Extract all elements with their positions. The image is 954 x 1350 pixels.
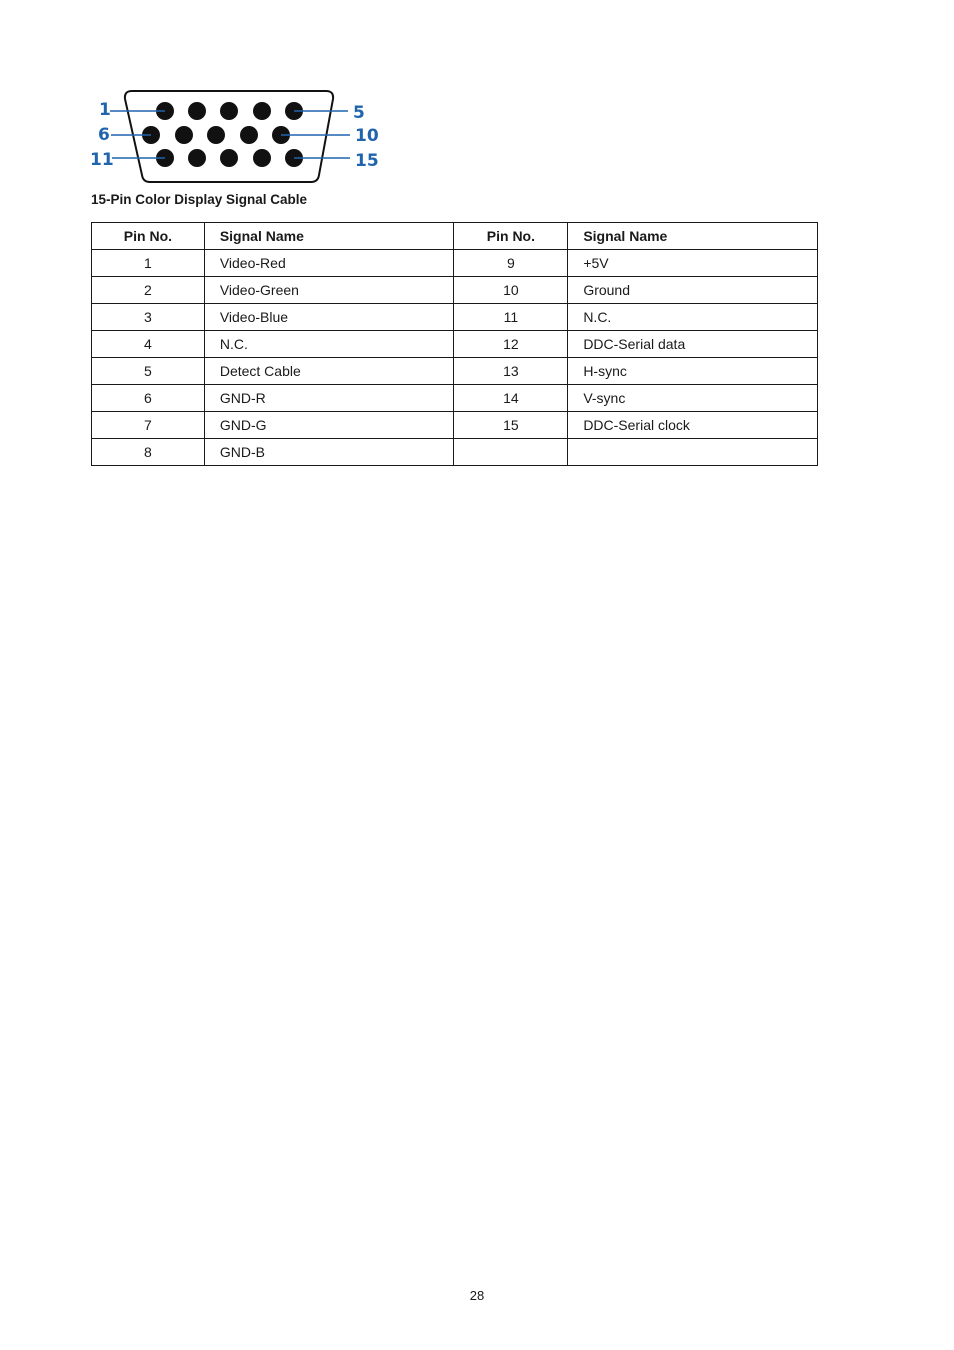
signal-name-cell: GND-G — [204, 412, 454, 439]
pin-row-2 — [142, 126, 290, 144]
pin-hole — [253, 102, 271, 120]
pin-number-cell: 13 — [454, 358, 568, 385]
signal-name-cell: DDC-Serial data — [568, 331, 818, 358]
pin-hole — [220, 102, 238, 120]
pin-label-6: 6 — [98, 125, 110, 145]
pin-number-cell: 1 — [92, 250, 205, 277]
table-row — [92, 385, 818, 412]
signal-name-cell — [568, 439, 818, 466]
pin-number-cell: 5 — [92, 358, 205, 385]
signal-name-cell: Video-Blue — [204, 304, 454, 331]
signal-name-cell: Video-Red — [204, 250, 454, 277]
pin-assignment-table — [91, 222, 818, 466]
pin-hole — [253, 149, 271, 167]
pin-number-cell: 12 — [454, 331, 568, 358]
pin-number-cell — [454, 439, 568, 466]
pin-row-1 — [156, 102, 303, 120]
pin-number-cell: 6 — [92, 385, 205, 412]
pin-label-1: 1 — [99, 100, 111, 120]
signal-name-cell: DDC-Serial clock — [568, 412, 818, 439]
pin-number-cell: 14 — [454, 385, 568, 412]
pin-number-cell: 8 — [92, 439, 205, 466]
pin-number-cell: 9 — [454, 250, 568, 277]
vga-connector-diagram — [84, 86, 384, 186]
pin-label-5: 5 — [353, 103, 365, 123]
pin-hole — [240, 126, 258, 144]
pin-number-cell: 4 — [92, 331, 205, 358]
pin-number-cell: 15 — [454, 412, 568, 439]
table-row — [92, 304, 818, 331]
signal-name-cell: V-sync — [568, 385, 818, 412]
table-row — [92, 331, 818, 358]
pin-hole — [220, 149, 238, 167]
pin-hole — [175, 126, 193, 144]
page-number: 28 — [469, 1288, 485, 1303]
signal-name-cell: N.C. — [568, 304, 818, 331]
pin-row-3 — [156, 149, 303, 167]
table-header-row — [92, 223, 818, 250]
pin-number-cell: 10 — [454, 277, 568, 304]
pin-label-11: 11 — [90, 150, 114, 170]
header-pin-no: Pin No. — [454, 223, 568, 250]
pin-number-cell: 2 — [92, 277, 205, 304]
pin-number-cell: 11 — [454, 304, 568, 331]
header-signal-name: Signal Name — [204, 223, 454, 250]
table-row — [92, 412, 818, 439]
table-caption: 15-Pin Color Display Signal Cable — [91, 192, 308, 207]
table-row — [92, 277, 818, 304]
pin-hole — [207, 126, 225, 144]
header-pin-no: Pin No. — [92, 223, 205, 250]
signal-name-cell: GND-R — [204, 385, 454, 412]
pin-label-15: 15 — [355, 151, 379, 171]
signal-name-cell: Detect Cable — [204, 358, 454, 385]
signal-name-cell: Video-Green — [204, 277, 454, 304]
pin-hole — [188, 102, 206, 120]
header-signal-name: Signal Name — [568, 223, 818, 250]
signal-name-cell: Ground — [568, 277, 818, 304]
pin-number-cell: 3 — [92, 304, 205, 331]
signal-name-cell: N.C. — [204, 331, 454, 358]
table-row — [92, 439, 818, 466]
signal-name-cell: +5V — [568, 250, 818, 277]
table-row — [92, 358, 818, 385]
signal-name-cell: GND-B — [204, 439, 454, 466]
pin-label-10: 10 — [355, 126, 379, 146]
pin-hole — [188, 149, 206, 167]
vga-connector-illustration — [84, 86, 384, 186]
signal-name-cell: H-sync — [568, 358, 818, 385]
table-row — [92, 250, 818, 277]
pin-number-cell: 7 — [92, 412, 205, 439]
